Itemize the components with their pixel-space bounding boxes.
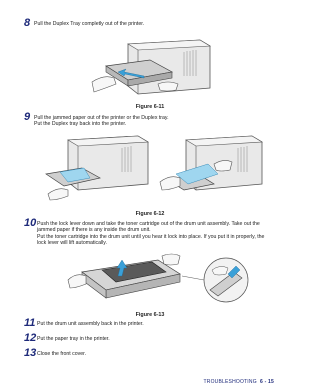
step-text-line: Put the Duplex tray back into the printer. — [34, 121, 127, 128]
step-9 — [24, 112, 169, 128]
step-text-line: Put the drum unit assembly back in the printer. — [37, 321, 144, 327]
footer-page-number: 6 - 15 — [260, 379, 274, 385]
figure-caption: Figure 6-13 — [135, 312, 165, 318]
footer-section: TROUBLESHOOTING — [203, 379, 257, 385]
figure-caption: Figure 6-11 — [135, 104, 165, 110]
step-text-line: Pull the jammed paper out of the printer or the Duplex tray. — [34, 115, 169, 121]
step-11 — [24, 318, 144, 329]
page-footer — [204, 379, 274, 385]
step-text-line: jammed paper if there is any inside the drum unit. — [37, 227, 151, 234]
step-number: 9 — [24, 111, 31, 123]
figure-toner-drum-unit — [62, 250, 262, 308]
step-text-line: lock lever will lift automatically. — [37, 240, 107, 247]
step-text-line: Push the lock lever down and take the toner cartridge out of the drum unit assembly. Take out the — [37, 221, 260, 227]
step-13 — [24, 348, 86, 359]
step-number: 12 — [24, 332, 37, 344]
figure-duplex-tray-removal — [88, 36, 218, 100]
step-text-line: Put the toner cartridge into the drum unit until you hear it lock into place. If you put it in properly, the — [37, 233, 265, 240]
step-8 — [24, 18, 144, 29]
step-number: 13 — [24, 347, 37, 359]
step-text-line: Put the paper tray in the printer. — [37, 336, 110, 342]
step-number: 10 — [24, 217, 37, 229]
figure-jammed-paper-removal — [38, 134, 268, 206]
step-text-line: Pull the Duplex Tray completly out of the printer. — [34, 21, 145, 27]
step-number: 11 — [24, 317, 36, 329]
step-text-line: Close the front cover. — [37, 351, 87, 357]
figure-caption: Figure 6-12 — [135, 211, 165, 217]
step-10 — [24, 218, 295, 247]
step-number: 8 — [24, 17, 31, 29]
step-12 — [24, 333, 110, 344]
